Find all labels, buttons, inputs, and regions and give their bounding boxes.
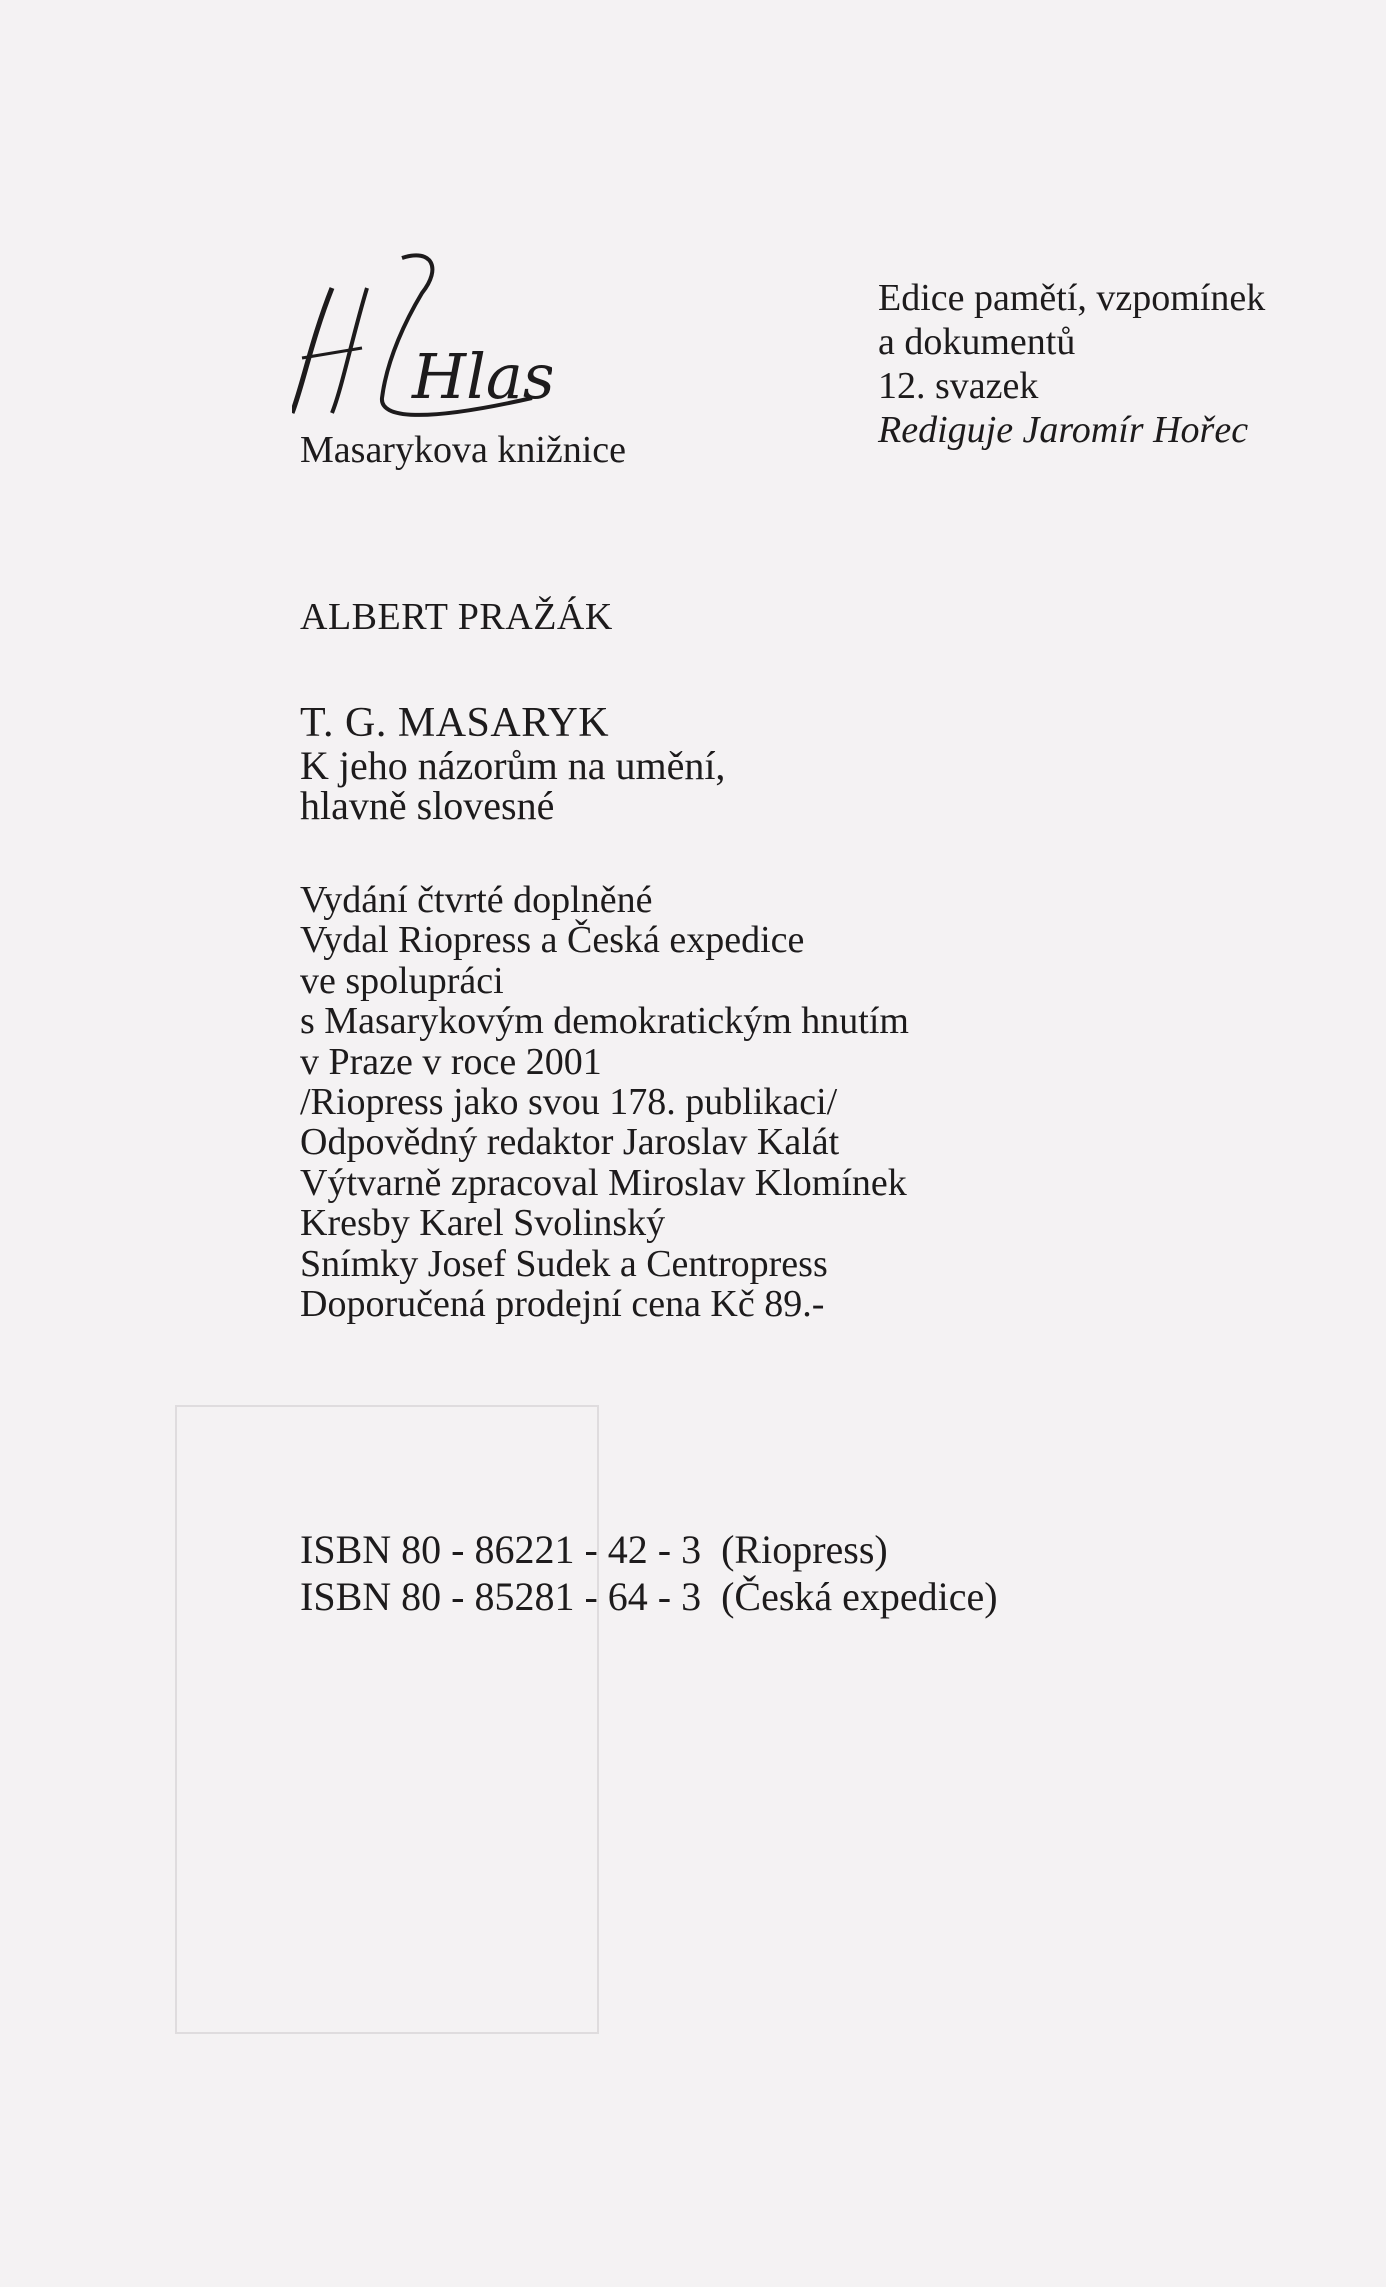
hlas-logo	[292, 248, 552, 428]
isbn-number: ISBN 80 - 86221 - 42 - 3	[300, 1527, 702, 1572]
imprint-line: Výtvarně zpracoval Miroslav Klomínek	[300, 1161, 907, 1204]
author-name: ALBERT PRAŽÁK	[300, 596, 613, 638]
volume-number: 12. svazek	[878, 365, 1039, 407]
imprint-line: Vydání čtvrté doplněné	[300, 879, 653, 921]
imprint-line: Odpovědný redaktor Jaroslav Kalát	[300, 1121, 840, 1164]
isbn-publisher: (Česká expedice)	[721, 1574, 998, 1619]
imprint-line: /Riopress jako svou 178. publikaci/	[300, 1081, 838, 1124]
title-main: T. G. MASARYK	[300, 700, 610, 746]
editor-credit: Rediguje Jaromír Hořec	[878, 409, 1249, 451]
imprint-line: Vydal Riopress a Česká expedice	[300, 919, 805, 962]
hlas-logo-mark	[292, 248, 552, 428]
imprint-line: ve spolupráci	[300, 959, 504, 1002]
subtitle-line-1: K jeho názorům na umění,	[300, 743, 726, 788]
isbn-block	[300, 1526, 998, 1620]
isbn-publisher: (Riopress)	[721, 1527, 888, 1572]
bleed-through-frame	[175, 1405, 599, 2034]
series-name: Masarykova knižnice	[300, 429, 627, 471]
book-title	[300, 700, 725, 826]
edition-line-1: Edice pamětí, vzpomínek	[878, 277, 1266, 319]
edition-line-2: a dokumentů	[878, 321, 1076, 363]
isbn-number: ISBN 80 - 85281 - 64 - 3	[300, 1574, 702, 1619]
imprint-line: s Masarykovým demokratickým hnutím	[300, 1000, 909, 1043]
edition-info	[878, 276, 1265, 452]
isbn-line	[300, 1526, 998, 1573]
isbn-line	[300, 1573, 998, 1620]
imprint-line: Doporučená prodejní cena Kč 89.-	[300, 1283, 825, 1326]
imprint-line: Snímky Josef Sudek a Centropress	[300, 1242, 828, 1285]
hlas-logo-text: Hlas	[412, 340, 552, 413]
subtitle-line-2: hlavně slovesné	[300, 783, 555, 828]
imprint-block	[300, 880, 909, 1324]
imprint-line: v Praze v roce 2001	[300, 1040, 602, 1083]
imprint-line: Kresby Karel Svolinský	[300, 1202, 666, 1245]
